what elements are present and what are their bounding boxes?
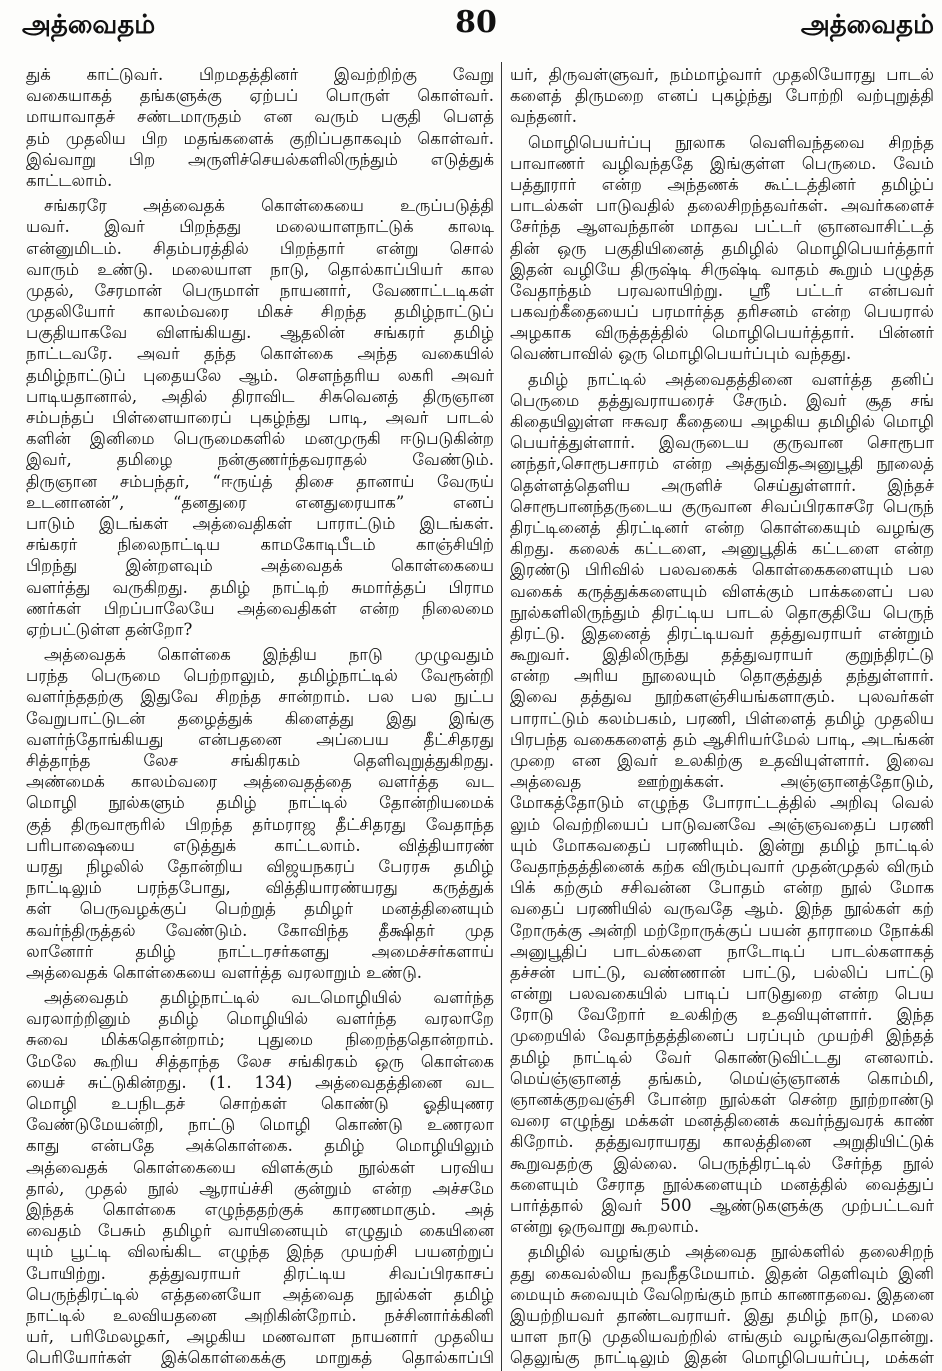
text-line: சேர்ந்த ஆளவந்தான் மாதவ பட்டர் ஞானவாசிட்டத்: [510, 217, 934, 237]
text-line: கிறது. கலைக் கட்டளை, அனுபூதிக் கட்டளை என்ற: [510, 539, 934, 559]
text-line: அழகாக விருத்தத்தில் மொழிபெயர்த்தார். பின்னர்: [510, 323, 934, 343]
text-line: என்று ஒருவாறு கூறலாம்.: [510, 1217, 700, 1237]
paragraph: [26, 64, 494, 191]
text-line: மாயாவாதச் சண்டமாருதம் என வரும் பகுதி பௌத்: [26, 107, 494, 127]
text-line: வளர்ந்ததற்கு இதுவே சிறந்த சான்றாம். பல பல நுட்ப: [26, 687, 494, 707]
text-line: நூல்களிலிருந்தும் திரட்டிய பாடல் தொகுதியே பெருந்: [510, 602, 934, 622]
text-line: லானோர் தமிழ் நாட்டரசர்களது அமைச்சர்களாய்: [26, 941, 494, 961]
text-line: ஏற்பட்டுள்ள தன்றோ?: [26, 619, 193, 639]
text-line: வந்தனர்.: [510, 107, 577, 127]
text-line: தின் ஒரு பகுதியினைத் தமிழில் மொழிபெயர்த்தார்: [510, 238, 934, 258]
text-line: மொழி உபநிடதச் சொற்கள் கொண்டு ஓதியுணர: [26, 1094, 494, 1113]
text-line: வகைக் கருத்துக்களையும் விளக்கும் பாக்களைப் பல: [510, 581, 934, 601]
text-line: வேதாந்தம் பரவலாயிற்று. ஸ்ரீ பட்டர் என்பவர்: [510, 280, 934, 300]
text-line: கிறோம். தத்துவராயரது காலத்தினை அறுதியிட்டுக்: [510, 1132, 934, 1152]
text-line: மேலே கூறிய சித்தாந்த லேச சங்கிரகம் ஒரு கொள்கை: [26, 1051, 494, 1071]
text-line: தம் முதலிய பிற மதங்களைக் குறிப்பதாகவும் கொள்வர்.: [26, 128, 494, 148]
text-line: றோருக்கு அன்றி மற்றோருக்குப் பயன் தாராமை நோக்கி: [510, 920, 934, 940]
page-number: 80: [455, 5, 497, 40]
column-divider: [501, 62, 502, 1371]
text-line: பாராட்டும் கலம்பகம், பரணி, பிள்ளைத் தமிழ் முதலிய: [510, 708, 934, 728]
text-line: யும் மோகவதைப் பரணியும். இன்று தமிழ் நாட்டில்: [510, 835, 934, 855]
text-line: என்று பலவகையில் பாடிப் பாடுதுறை என்ற பெய: [510, 984, 934, 1004]
text-line: மோகத்தோடும் எழுந்த போராட்டத்தில் அறிவு வெல்: [510, 793, 934, 813]
text-line: அனுபூதிப் பாடல்களை நாடோடிப் பாடல்களாகத்: [510, 941, 934, 961]
text-line: யவர். இவர் பிறந்தது மலையாளநாட்டுக் காலடி: [26, 217, 494, 237]
right-text-column: [510, 64, 934, 1368]
text-line: வேண்டுமேயன்றி, நாட்டு மொழி கொண்டு உணரலா: [26, 1115, 494, 1135]
text-line: சங்கரரே அத்வைதக் கொள்கையை உருப்படுத்தி: [44, 196, 494, 216]
text-line: தமிழ் நாட்டில் வேர் கொண்டுவிட்டது எனலாம்.: [510, 1047, 934, 1067]
text-line: அண்மைக் காலம்வரை அத்வைதத்தை வளர்த்த வட: [26, 772, 494, 792]
text-line: பரந்த பெருமை பெற்றாலும், தமிழ்நாட்டில் வேரூன்றி: [26, 666, 494, 686]
text-line: என்னுமிடம். சிதம்பரத்தில் பிறந்தார் என்று சொல்: [26, 238, 494, 258]
text-line: முதலியோர் காலம்வரை மிகச் சிறந்த தமிழ்நாட்டுப்: [26, 302, 494, 322]
text-line: வளர்ந்தோங்கியது என்பதனை அப்பைய தீட்சிதரது: [26, 729, 494, 749]
text-line: போயிற்று. தத்துவராயர் திரட்டிய சிவப்பிரகாசப்: [26, 1263, 494, 1283]
text-line: கிதையிலுள்ள ஈசுவர கீதையை அழகிய தமிழில் மொழி: [510, 412, 934, 431]
text-line: பத்தூரார் என்ற அந்தணக் கூட்டத்தினர் தமிழ்ப்: [510, 174, 934, 194]
text-line: திருஞான சம்பந்தர், “ஈருய்த் திசை தானாய் வேருய்: [26, 471, 494, 491]
text-line: என்ற அரிய நூலையும் தொகுத்துத் தந்துள்ளார்.: [510, 666, 934, 686]
text-line: காது என்பதே அக்கொள்கை. தமிழ் மொழியிலும்: [26, 1136, 494, 1156]
left-text-column: [26, 64, 494, 1368]
text-line: தமிழ் நாட்டில் அத்வைதத்தினை வளர்த்த தனிப்: [528, 369, 934, 389]
text-line: வகையாகத் தங்களுக்கு ஏற்பப் பொருள் கொள்வர்.: [26, 86, 494, 106]
text-line: யும் பூட்டி விலங்கிட எழுந்த இந்த முயற்சி பயனற்றுப்: [26, 1242, 494, 1262]
text-line: சுவை மிக்கதொன்றாம்; புதுமை நிறைந்ததொன்றாம்.: [26, 1030, 494, 1050]
text-line: இவை தத்துவ நூற்களஞ்சியங்களாகும். புலவர்கள்: [510, 687, 934, 707]
running-header-title-right: அத்வைதம்: [800, 10, 934, 40]
text-line: களையும் சேராத நூல்களையும் மனத்தில் வைத்துப்: [510, 1174, 934, 1194]
text-line: திரட்டு. இதனைத் திரட்டியவர் தத்துவராயர் என்றும்: [510, 623, 934, 643]
text-line: சங்கரர் நிலைநாட்டிய காமகோடிபீடம் காஞ்சியிற்: [26, 535, 494, 555]
text-line: நாட்டில் உலவியதனை அறிகின்றோம். நச்சினார்க்கினி: [26, 1305, 494, 1325]
text-line: பாடும் இடங்கள் அத்வைதிகள் பாராட்டும் இடங்கள்.: [26, 513, 494, 533]
text-line: குத் திருவாரூரில் பிறந்த தர்மராஜ தீட்சிதரது வேதாந்த: [26, 814, 494, 834]
text-line: காட்டலாம்.: [26, 170, 113, 190]
text-line: நாட்டவரே. அவர் தந்த கொள்கை அந்த வகையில்: [26, 344, 494, 364]
text-line: வெண்பாவில் ஒரு மொழிபெயர்ப்பும் வந்தது.: [510, 344, 852, 364]
text-line: சம்பந்தப் பிள்ளையாரைப் புகழ்ந்து பாடி, அவர் பாடல்: [26, 408, 494, 427]
running-header-title-left: அத்வைதம்: [22, 10, 156, 40]
text-line: வேதாந்தத்தினைக் கற்க விரும்புவார் முதன்முதல் விரும்: [510, 856, 934, 876]
text-line: னந்தர்,சொரூபசாரம் என்ற அத்துவிதஅனுபூதி நூலைத்: [510, 454, 934, 474]
text-line: கூறுவதற்கு இல்லை. பெருந்திரட்டில் சேர்ந்த நூல்: [510, 1153, 934, 1173]
text-line: அத்வைதம் தமிழ்நாட்டில் வடமொழியில் வளர்ந்த: [44, 988, 494, 1008]
text-line: பரிபாஷையை எடுத்துக் காட்டலாம். வித்தியாரண்: [26, 835, 494, 855]
text-line: பகவற்கீதையைப் பரமார்த்த தரிசனம் என்ற பெயரால்: [510, 302, 934, 322]
text-line: தால், முதல் நூல் ஆராய்ச்சி குன்றும் என்ற அச்சமே: [26, 1178, 494, 1198]
text-line: வைதம் பேசும் தமிழர் வாயினையும் எழுதும் கையினை: [26, 1221, 494, 1241]
text-line: துக் காட்டுவர். பிறமதத்தினர் இவற்றிற்கு வேறு: [26, 65, 494, 84]
text-line: அத்வைதக் கொள்கையை வளர்த்த வரலாறும் உண்டு.: [26, 962, 423, 982]
text-line: யர், திருவள்ளுவர், நம்மாழ்வார் முதலியோரது பாடல்: [510, 65, 934, 84]
text-line: சொரூபானந்தருடைய குருவான சிவப்பிரகாசரே பெருந்: [510, 496, 934, 516]
text-line: தமிழ்நாட்டுப் புதையலே ஆம். சௌந்தரிய லகரி அவர்: [26, 365, 494, 385]
paragraph: [26, 987, 494, 1368]
text-line: பெருமை தத்துவராயரைச் சேரும். இவர் சூத சங்: [510, 390, 934, 410]
text-line: இவர், தமிழை நன்குணர்ந்தவராதல் வேண்டும்.: [26, 450, 494, 470]
text-line: வரை எழுந்து மக்கள் மனத்தினைக் கவர்ந்துவரக் காண்: [510, 1111, 934, 1131]
text-line: வதைப் பரணியில் வருவதே ஆம். இந்த நூல்கள் கற்: [510, 899, 934, 919]
text-line: பிரபந்த வகைகளைத் தம் ஆசிரியர்மேல் பாடி, அடங்கன்: [510, 729, 934, 749]
paragraph: [510, 64, 934, 128]
text-line: முதல், சேரமான் பெருமாள் நாயனார், வேணாட்டடிகள்: [26, 280, 494, 300]
text-line: பார்த்தால் இவர் 500 ஆண்டுகளுக்கு முற்பட்டவர்: [510, 1195, 934, 1215]
text-line: இயற்றியவர் தாண்டவராயர். இது தமிழ் நாடு, மலை: [510, 1305, 934, 1325]
text-line: வளர்த்து வருகிறது. தமிழ் நாட்டிற் சுமார்த்தப் பிராம: [26, 577, 494, 597]
text-line: வேறுபாட்டுடன் தழைத்துக் கிளைத்து இது இங்கு: [26, 708, 494, 728]
paragraph: [510, 1241, 934, 1368]
text-line: தது கைவல்லிய நவநீதமேயாம். இதன் தெளிவும் இனி: [510, 1263, 934, 1283]
text-line: பாவாணர் வழிவந்ததே இங்குள்ள பெருமை. வேம்: [510, 153, 934, 173]
text-line: பெயர்த்துள்ளார். இவருடைய குருவான சொரூபா: [510, 433, 934, 453]
text-line: தெலுங்கு நாட்டிலும் இதன் மொழிபெயர்ப்பு, மக்கள்: [510, 1348, 934, 1368]
text-line: தச்சன் பாட்டு, வண்ணான் பாட்டு, பல்லிப் பாட்டு: [510, 962, 934, 982]
text-line: தெள்ளத்தெளிய அருளிச் செய்துள்ளார். இந்தச்: [510, 475, 934, 495]
text-line: மொழி நூல்களும் தமிழ் நாட்டில் தோன்றியமைக்: [26, 793, 494, 813]
text-line: கள் பெருவழக்குப் பெற்றுத் தமிழர் மனத்தினையும்: [26, 899, 494, 919]
text-line: கூறுவர். இதிலிருந்து தத்துவராயர் குறுந்திரட்டு: [510, 645, 934, 665]
text-line: நாட்டிலும் பரந்தபோது, வித்தியாரண்யரது கருத்துக்: [26, 878, 494, 898]
text-line: யர், பரிமேலழகர், அழகிய மணவாள நாயனார் முதலிய: [26, 1327, 494, 1347]
text-line: பெரியோர்கள் இக்கொள்கைக்கு மாறுகத் தொல்காப்பி: [26, 1348, 494, 1368]
text-line: பெருந்திரட்டில் எத்தனையோ அத்வைத நூல்கள் தமிழ்: [26, 1284, 494, 1304]
paragraph: [26, 195, 494, 640]
text-line: உடனானன்”, “தனதுரை எனதுரையாக” எனப்: [26, 492, 494, 512]
text-line: யரது நிழலில் தோன்றிய விஜயநகரப் பேரரசு தமிழ்: [26, 856, 494, 876]
text-line: களின் இனிமை பெருமைகளில் மனமுருகி ஈடுபடுகின்ற: [26, 429, 494, 449]
text-line: யைச் சுட்டுகின்றது. (1. 134) அத்வைதத்தினை வட: [26, 1072, 494, 1092]
text-line: கவர்ந்திருத்தல் வேண்டும். கோவிந்த தீக்ஷிதர் முத: [26, 920, 494, 940]
text-line: பகுதியாகவே விளங்கியது. ஆதலின் சங்கரர் தமிழ்: [26, 323, 494, 343]
text-line: வாரும் உண்டு. மலையாள நாடு, தொல்காப்பியர் கால: [26, 259, 494, 279]
text-line: ஞானக்குறவஞ்சி போன்ற நூல்கள் சென்ற நூற்றாண்டு: [510, 1090, 934, 1109]
paragraph: [510, 369, 934, 1238]
text-line: மெய்ஞ்ஞானத் தங்கம், மெய்ஞ்ஞானக் கொம்மி,: [510, 1068, 934, 1088]
paragraph: [26, 644, 494, 983]
text-line: இதன் வழியே திருஷ்டி சிருஷ்டி வாதம் கூறும் பழுத்த: [510, 259, 934, 279]
text-line: இரண்டு பிரிவில் பலவகைக் கொள்கைகளையும் பல: [510, 560, 934, 580]
text-line: லும் வெற்றியைப் பாடுவனவே அஞ்ஞவதைப் பரணி: [510, 814, 934, 834]
text-line: களைத் திருமறை எனப் புகழ்ந்து போற்றி வற்புறுத்தி: [510, 86, 934, 106]
text-line: மொழிபெயர்ப்பு நூலாக வெளிவந்தவை சிறந்த: [528, 132, 934, 152]
text-line: பிறந்து இன்றளவும் அத்வைதக் கொள்கையை: [26, 556, 494, 576]
text-line: வரலாற்றினும் தமிழ் மொழியில் வளர்ந்த வரலாறே: [26, 1009, 494, 1029]
text-line: அத்வைதக் கொள்கையை விளக்கும் நூல்கள் பரவிய: [26, 1157, 494, 1177]
text-line: ரோடு வேறோர் உலகிற்கு உதவியுள்ளார். இந்த: [510, 1005, 934, 1025]
text-line: சித்தாந்த லேச சங்கிரகம் தெளிவுறுத்துகிறது.: [26, 751, 494, 770]
text-line: பாடல்கள் பாடுவதில் தலைசிறந்தவர்கள். அவர்களைச்: [510, 196, 934, 216]
text-line: பாடியதானால், அதில் திராவிட சிசுவெனத் திருஞான: [26, 386, 494, 406]
paragraph: [510, 132, 934, 365]
text-line: அத்வைத ஊற்றுக்கள். அஞ்ஞானத்தோடும்,: [510, 772, 934, 792]
text-line: அத்வைதக் கொள்கை இந்திய நாடு முழுவதும்: [44, 645, 494, 665]
text-line: மையும் சுவையும் வேறெங்கும் நாம் காணாதவை. இதனை: [510, 1284, 934, 1304]
text-line: இந்தக் கொள்கை எழுந்ததற்குக் காரணமாகும். அத்: [26, 1199, 494, 1219]
text-line: திரட்டினைத் திரட்டினர் என்ற கொள்கையும் வழங்கு: [510, 517, 934, 537]
text-line: முறை என இவர் உலகிற்கு உதவியுள்ளார். இவை: [510, 751, 934, 770]
text-line: ணர்கள் பிறப்பாலேயே அத்வைதிகள் என்ற நிலைமை: [26, 598, 494, 618]
text-line: தமிழில் வழங்கும் அத்வைத நூல்களில் தலைசிறந்: [528, 1242, 934, 1262]
text-line: யாள நாடு முதலியவற்றில் எங்கும் வழங்குவதொன்று.: [510, 1327, 934, 1347]
text-line: முறையில் வேதாந்தத்தினைப் பரப்பும் முயற்சி இந்தத்: [510, 1026, 934, 1046]
text-line: இவ்வாறு பிற அருளிச்செயல்களிலிருந்தும் எடுத்துக்: [26, 149, 494, 169]
text-line: பிக் கற்கும் சசிவன்ன போதம் என்ற நூல் மோக: [510, 878, 934, 898]
